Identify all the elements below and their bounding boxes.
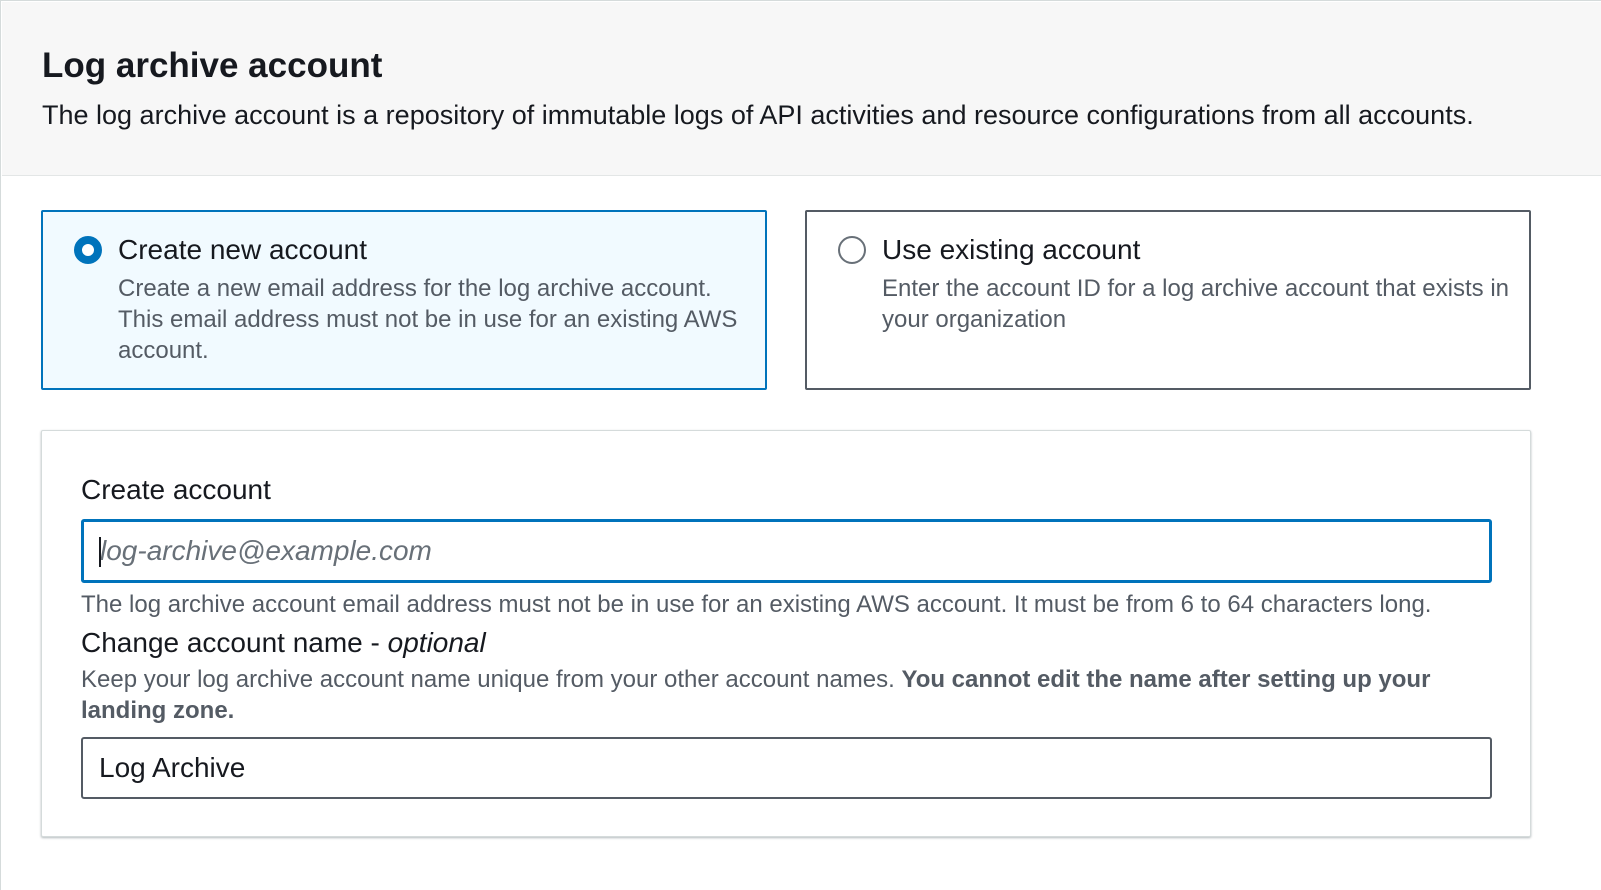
email-field[interactable] [81, 519, 1492, 583]
radio-create-new-account[interactable] [74, 236, 102, 264]
option-use-existing-account[interactable] [805, 210, 1531, 390]
section-description: The log archive account is a repository of immutable logs of API activities and resource configurations from all accounts. [42, 100, 1474, 130]
account-name-field[interactable] [81, 737, 1492, 799]
account-name-warning: You cannot edit the name after setting up your landing zone. [81, 666, 1431, 724]
account-name-label [81, 625, 486, 661]
option-create-new-account-label: Create new account [118, 234, 368, 265]
option-use-existing-account-description: Enter the account ID for a log archive account that exists in your organization [882, 275, 1509, 333]
text-caret [99, 537, 101, 567]
option-use-existing-account-label: Use existing account [882, 234, 1141, 265]
create-account-panel [41, 430, 1531, 837]
option-create-new-account-description: Create a new email address for the log archive account. This email address must not be in use for an existing AWS account. [118, 275, 738, 364]
optional-tag: optional [387, 627, 486, 658]
email-field-hint: The log archive account email address must not be in use for an existing AWS account. It must be from 6 to 64 characters long. [81, 591, 1432, 618]
create-account-label: Create account [81, 474, 271, 505]
option-create-new-account[interactable] [41, 210, 767, 390]
radio-use-existing-account[interactable] [838, 236, 866, 264]
account-name-description [81, 664, 1461, 726]
section-header [2, 2, 1601, 176]
account-name-label-text: Change account name - [81, 627, 388, 658]
account-name-description-text: Keep your log archive account name unique from your other account names. [81, 666, 902, 693]
section-title: Log archive account [42, 46, 383, 85]
